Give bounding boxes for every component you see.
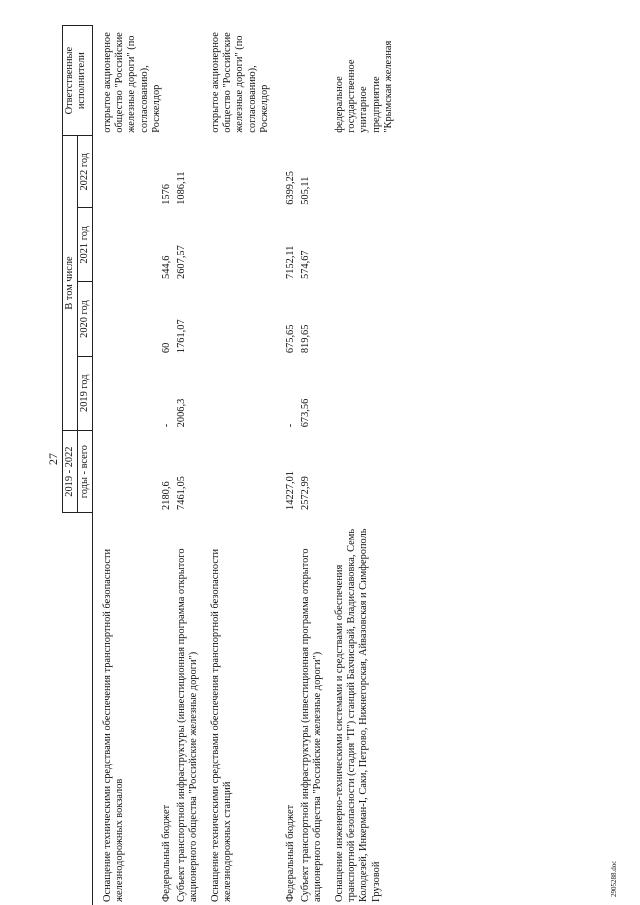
table-row bbox=[175, 26, 201, 905]
cell-total: 14227,01 bbox=[285, 470, 297, 510]
row-name: Оснащение техническими средствами обеспечения транспортной безопасности железнодорожных станций bbox=[210, 548, 234, 902]
row-name: Субъект транспортной инфраструктуры (инвестиционная программа открытого акционерного общества "Российские железные дороги") bbox=[299, 548, 323, 902]
cell-2020: 675,65 bbox=[285, 324, 297, 354]
table-row bbox=[127, 26, 174, 905]
page-number: 27 bbox=[46, 453, 60, 465]
table-row bbox=[333, 26, 396, 905]
row-name: Субъект транспортной инфраструктуры (инвестиционная программа открытого акционерного общества "Российские железные дороги") bbox=[175, 548, 199, 902]
header-total-sub: годы - всего bbox=[78, 430, 93, 513]
cell-2020 bbox=[209, 282, 235, 356]
cell-2021: 574,67 bbox=[299, 250, 311, 279]
cell-total bbox=[209, 430, 235, 513]
header-year-2022: 2022 год bbox=[78, 136, 93, 208]
cell-2019: 2006,3 bbox=[175, 398, 187, 428]
cell-total: 2180,6 bbox=[161, 481, 173, 510]
document-code: 2905288.doc bbox=[610, 860, 618, 897]
cell-total: 2572,99 bbox=[299, 476, 311, 510]
cell-2021: 2607,57 bbox=[175, 245, 187, 279]
cell-2020: 1761,07 bbox=[175, 319, 187, 354]
table-row bbox=[101, 26, 127, 905]
cell-2021 bbox=[209, 208, 235, 282]
row-name: Федеральный бюджет bbox=[285, 804, 297, 902]
row-name: Оснащение инженерно-техническими системами и средствами обеспечения транспортной безопасности (стадия "П") станций Бахчисарай, Владиславовка, Семь Колодезей, Инкерман-I, Саки, Петрово, Нижнегорская, Айвазовская и Симферополь Грузовой bbox=[334, 528, 382, 902]
row-name: Оснащение техническими средствами обеспечения транспортной безопасности железнодорожных вокзалов bbox=[102, 548, 126, 902]
cell-2019 bbox=[101, 356, 127, 430]
cell-2021 bbox=[333, 208, 396, 282]
header-year-2019: 2019 год bbox=[78, 356, 93, 430]
table-row bbox=[299, 26, 325, 905]
spacer-row bbox=[325, 26, 333, 905]
cell-2020 bbox=[333, 282, 396, 356]
header-including: В том числе bbox=[63, 136, 78, 431]
header-responsible: Ответственные исполнители bbox=[63, 26, 93, 136]
header-year-2020: 2020 год bbox=[78, 282, 93, 356]
cell-2022 bbox=[333, 136, 396, 208]
cell-responsible: открытое акционерное общество "Российские железные дороги" (по согласованию), Росжелдор bbox=[210, 32, 270, 133]
cell-2020: 819,65 bbox=[299, 324, 311, 354]
cell-responsible: федеральное государственное унитарное предприятие "Крымская железная bbox=[334, 40, 394, 133]
cell-2019: - bbox=[285, 423, 297, 428]
cell-responsible: открытое акционерное общество "Российские железные дороги" (по согласованию), Росжелдор bbox=[102, 32, 162, 133]
cell-total bbox=[101, 430, 127, 513]
table-header bbox=[63, 26, 93, 905]
cell-2022 bbox=[101, 136, 127, 208]
cell-2021 bbox=[101, 208, 127, 282]
cell-2021: 7152,11 bbox=[285, 245, 297, 279]
cell-2022 bbox=[209, 136, 235, 208]
cell-2022: 6399,25 bbox=[285, 171, 297, 205]
cell-2022: 505,11 bbox=[299, 176, 311, 205]
table-row bbox=[209, 26, 235, 905]
cell-total: 7461,05 bbox=[175, 476, 187, 510]
cell-2019 bbox=[333, 356, 396, 430]
cell-2021: 544,6 bbox=[161, 255, 173, 279]
row-name: Федеральный бюджет bbox=[161, 804, 173, 902]
cell-2022: 1086,11 bbox=[175, 171, 187, 205]
budget-table bbox=[62, 25, 396, 905]
cell-2019: 673,56 bbox=[299, 398, 311, 428]
header-total-years: 2019 - 2022 bbox=[63, 430, 78, 513]
cell-2020 bbox=[101, 282, 127, 356]
cell-total bbox=[333, 430, 396, 513]
cell-2022: 1576 bbox=[161, 184, 173, 205]
header-blank-cell bbox=[63, 513, 93, 905]
spacer-row bbox=[201, 26, 209, 905]
cell-2019 bbox=[209, 356, 235, 430]
cell-2019: - bbox=[161, 423, 173, 428]
table-body bbox=[93, 26, 397, 905]
table-row bbox=[235, 26, 298, 905]
cell-2020: 60 bbox=[161, 342, 173, 354]
header-year-2021: 2021 год bbox=[78, 208, 93, 282]
spacer-row bbox=[93, 26, 102, 905]
